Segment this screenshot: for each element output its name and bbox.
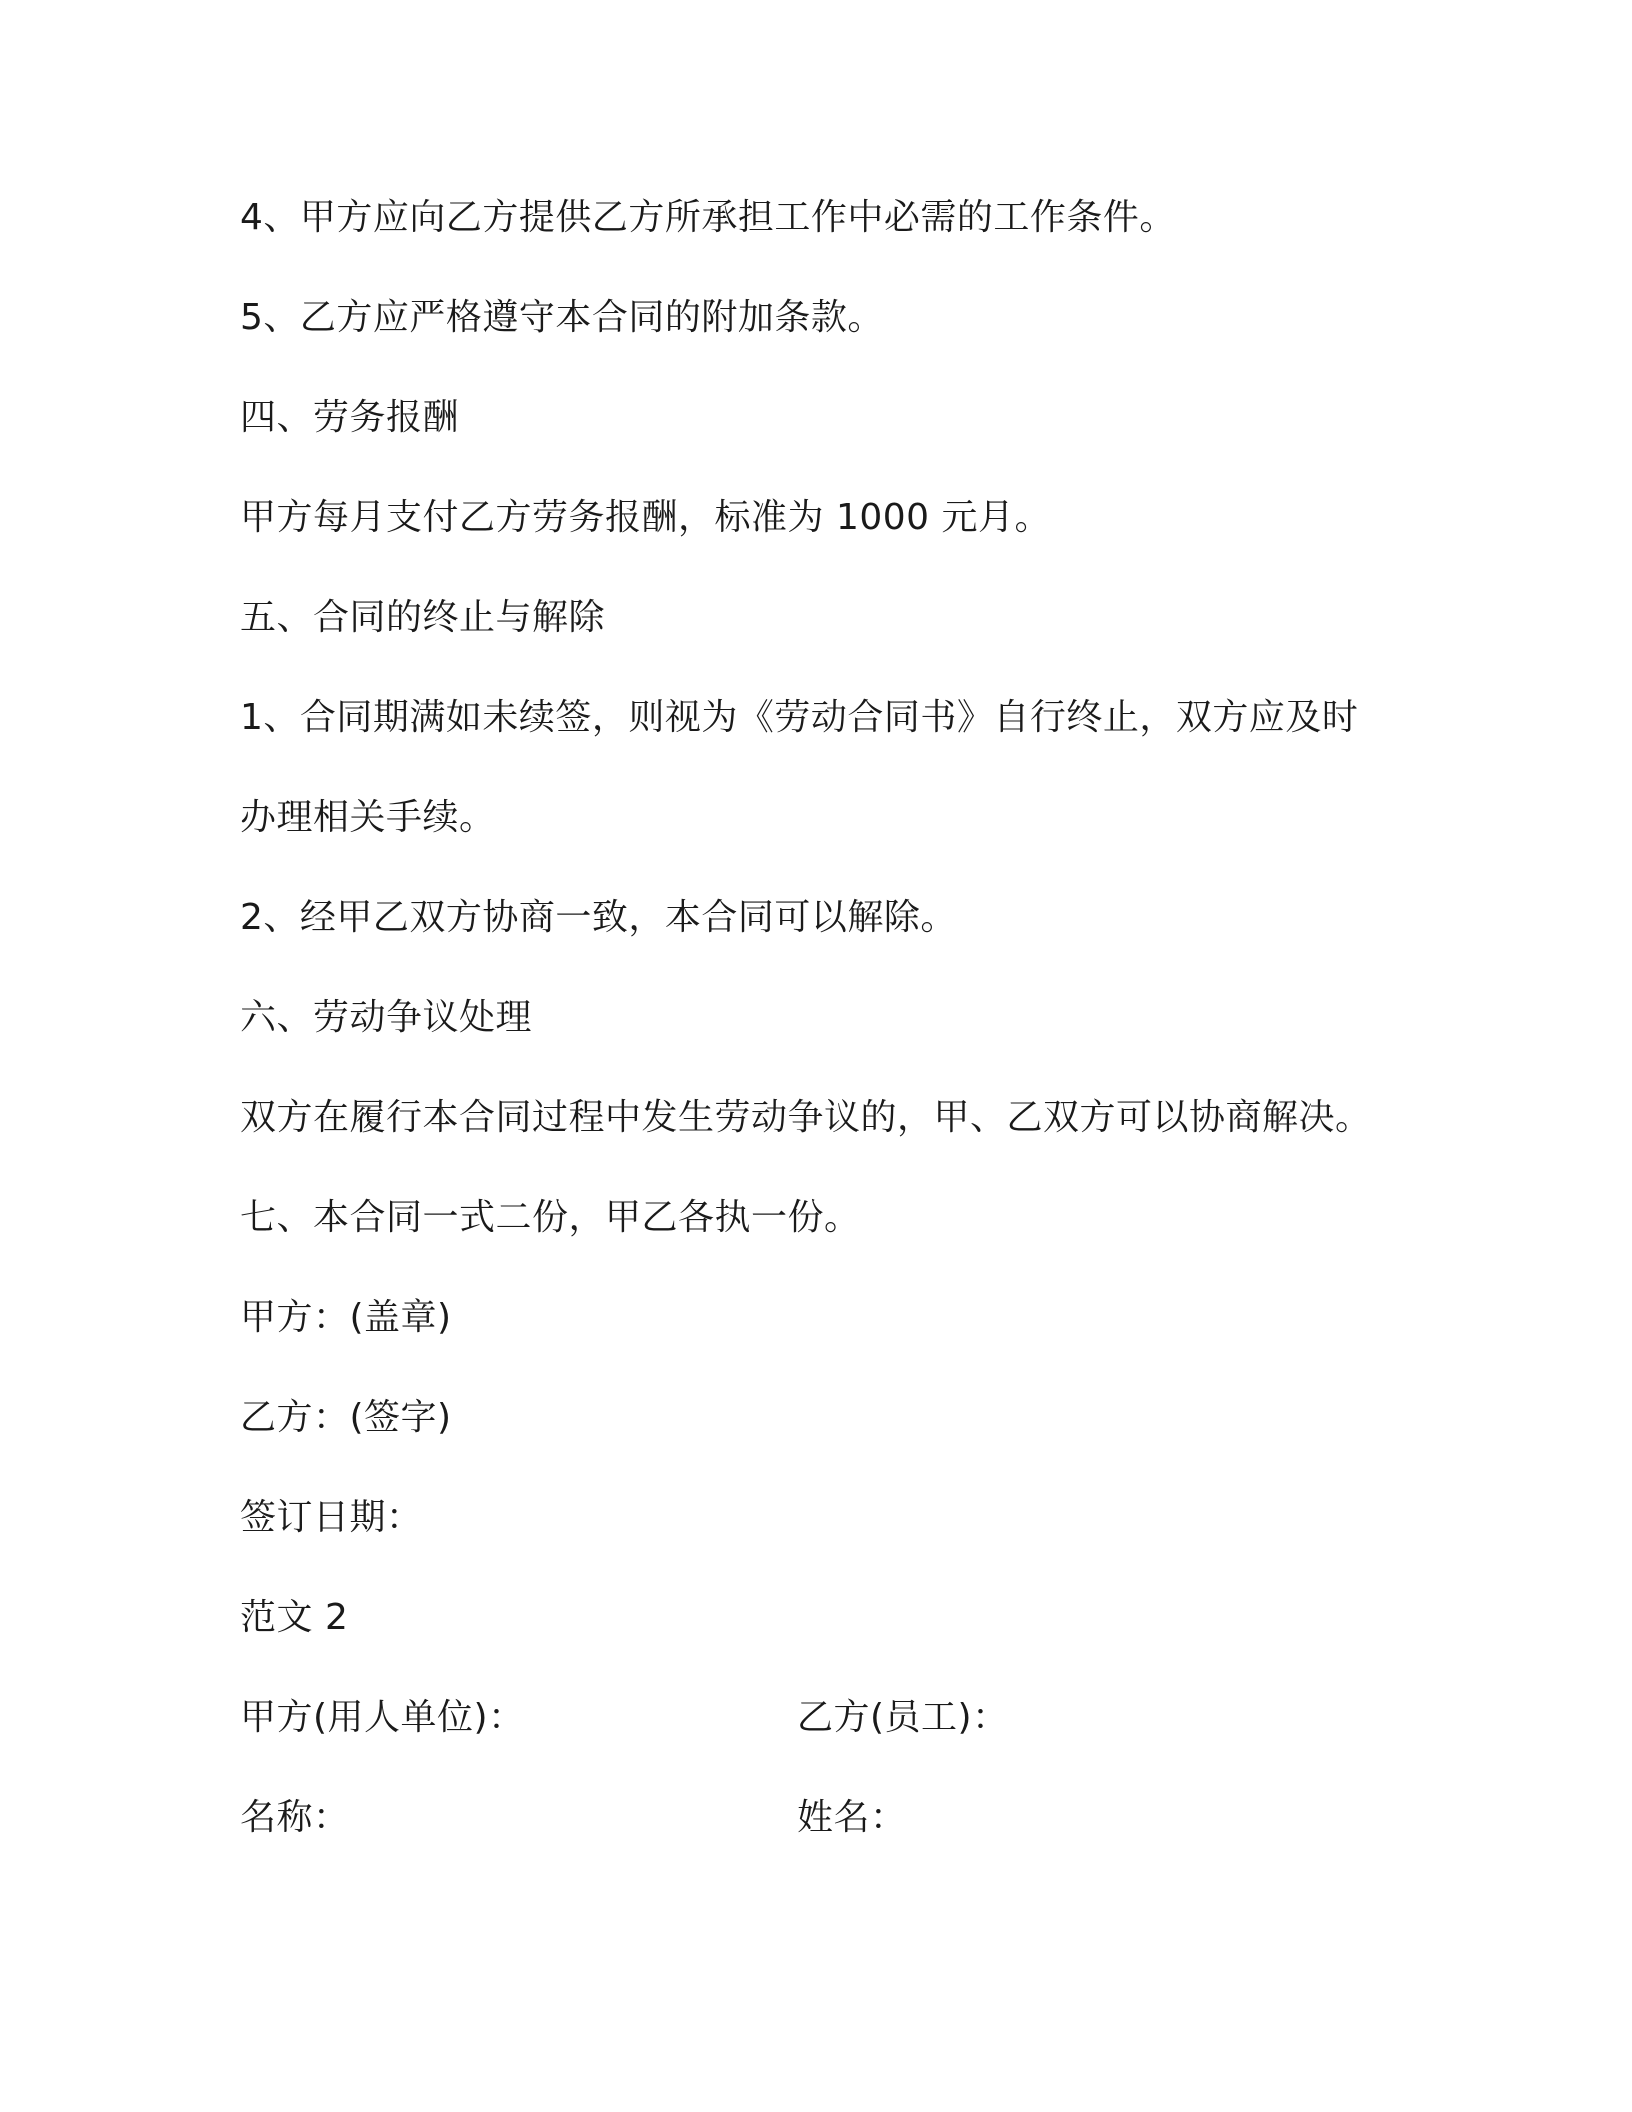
- section-heading-remuneration: 四、劳务报酬: [240, 397, 460, 438]
- copies-clause: 七、本合同一式二份，甲乙各执一份。: [240, 1197, 861, 1238]
- termination-clause-1: 1、合同期满如未续签，则视为《劳动合同书》自行终止，双方应及时: [240, 697, 1359, 738]
- party-b-employee-label: 乙方(员工)：: [797, 1697, 1009, 1738]
- sample-2-heading: 范文 2: [240, 1597, 349, 1638]
- termination-clause-2: 2、经甲乙双方协商一致，本合同可以解除。: [240, 897, 957, 938]
- termination-clause-1-continued: 办理相关手续。: [240, 797, 496, 838]
- company-name-label: 名称：: [240, 1797, 350, 1838]
- party-a-employer-label: 甲方(用人单位)：: [240, 1697, 525, 1738]
- clause-4-work-conditions: 4、甲方应向乙方提供乙方所承担工作中必需的工作条件。: [240, 197, 1176, 238]
- clause-5-additional-terms: 5、乙方应严格遵守本合同的附加条款。: [240, 297, 884, 338]
- party-a-seal: 甲方：(盖章): [240, 1297, 452, 1338]
- signing-date: 签订日期：: [240, 1497, 423, 1538]
- party-b-signature: 乙方：(签字): [240, 1397, 452, 1438]
- section-heading-disputes: 六、劳动争议处理: [240, 997, 533, 1038]
- employee-name-label: 姓名：: [797, 1797, 907, 1838]
- section-heading-termination: 五、合同的终止与解除: [240, 597, 606, 638]
- disputes-text: 双方在履行本合同过程中发生劳动争议的，甲、乙双方可以协商解决。: [240, 1097, 1372, 1138]
- remuneration-text: 甲方每月支付乙方劳务报酬，标准为 1000 元月。: [240, 497, 1052, 538]
